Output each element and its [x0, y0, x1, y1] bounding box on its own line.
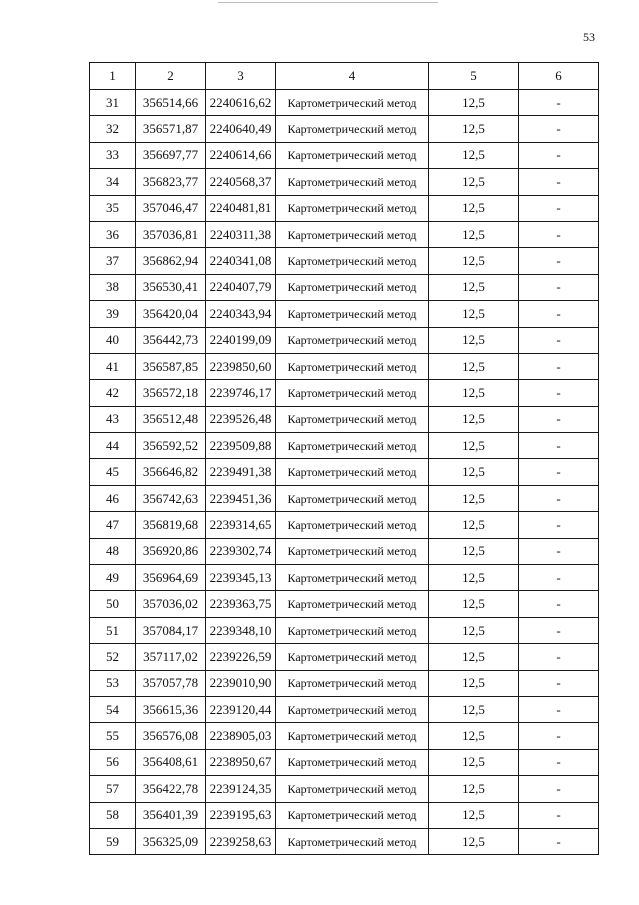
y-coordinate-cell: 2239302,74 [206, 538, 276, 564]
point-number-cell: 45 [90, 459, 136, 485]
point-number-cell: 54 [90, 696, 136, 722]
point-number-cell: 46 [90, 485, 136, 511]
method-cell: Картометрический метод [276, 644, 429, 670]
method-cell: Картометрический метод [276, 828, 429, 854]
x-coordinate-cell: 356592,52 [136, 433, 206, 459]
table-row [90, 248, 599, 274]
y-coordinate-cell: 2240614,66 [206, 142, 276, 168]
point-number-cell: 39 [90, 301, 136, 327]
x-coordinate-cell: 357084,17 [136, 617, 206, 643]
accuracy-cell: 12,5 [429, 248, 519, 274]
method-cell: Картометрический метод [276, 195, 429, 221]
accuracy-cell: 12,5 [429, 327, 519, 353]
point-number-cell: 41 [90, 353, 136, 379]
table-row [90, 169, 599, 195]
y-coordinate-cell: 2239850,60 [206, 353, 276, 379]
y-coordinate-cell: 2239010,90 [206, 670, 276, 696]
note-cell: - [519, 195, 599, 221]
x-coordinate-cell: 356823,77 [136, 169, 206, 195]
method-cell: Картометрический метод [276, 353, 429, 379]
y-coordinate-cell: 2238950,67 [206, 749, 276, 775]
point-number-cell: 52 [90, 644, 136, 670]
method-cell: Картометрический метод [276, 749, 429, 775]
note-cell: - [519, 406, 599, 432]
point-number-cell: 59 [90, 828, 136, 854]
y-coordinate-cell: 2240199,09 [206, 327, 276, 353]
accuracy-cell: 12,5 [429, 142, 519, 168]
y-coordinate-cell: 2239120,44 [206, 696, 276, 722]
x-coordinate-cell: 357036,02 [136, 591, 206, 617]
note-cell: - [519, 828, 599, 854]
accuracy-cell: 12,5 [429, 802, 519, 828]
point-number-cell: 31 [90, 90, 136, 116]
accuracy-cell: 12,5 [429, 696, 519, 722]
method-cell: Картометрический метод [276, 723, 429, 749]
table-row [90, 459, 599, 485]
y-coordinate-cell: 2240341,08 [206, 248, 276, 274]
table-row [90, 670, 599, 696]
table-row [90, 433, 599, 459]
accuracy-cell: 12,5 [429, 828, 519, 854]
table-row [90, 221, 599, 247]
accuracy-cell: 12,5 [429, 565, 519, 591]
x-coordinate-cell: 356512,48 [136, 406, 206, 432]
header-row [90, 63, 599, 90]
method-cell: Картометрический метод [276, 380, 429, 406]
method-cell: Картометрический метод [276, 142, 429, 168]
y-coordinate-cell: 2239451,36 [206, 485, 276, 511]
note-cell: - [519, 433, 599, 459]
x-coordinate-cell: 356697,77 [136, 142, 206, 168]
method-cell: Картометрический метод [276, 485, 429, 511]
accuracy-cell: 12,5 [429, 538, 519, 564]
method-cell: Картометрический метод [276, 90, 429, 116]
header-cell-1: 1 [90, 63, 136, 90]
accuracy-cell: 12,5 [429, 169, 519, 195]
note-cell: - [519, 248, 599, 274]
y-coordinate-cell: 2240343,94 [206, 301, 276, 327]
note-cell: - [519, 90, 599, 116]
header-cell-4: 4 [276, 63, 429, 90]
point-number-cell: 40 [90, 327, 136, 353]
method-cell: Картометрический метод [276, 406, 429, 432]
table-row [90, 802, 599, 828]
y-coordinate-cell: 2240481,81 [206, 195, 276, 221]
point-number-cell: 43 [90, 406, 136, 432]
table-row [90, 90, 599, 116]
accuracy-cell: 12,5 [429, 380, 519, 406]
x-coordinate-cell: 356420,04 [136, 301, 206, 327]
note-cell: - [519, 670, 599, 696]
x-coordinate-cell: 356964,69 [136, 565, 206, 591]
x-coordinate-cell: 357046,47 [136, 195, 206, 221]
y-coordinate-cell: 2239526,48 [206, 406, 276, 432]
x-coordinate-cell: 356742,63 [136, 485, 206, 511]
note-cell: - [519, 749, 599, 775]
note-cell: - [519, 723, 599, 749]
x-coordinate-cell: 356646,82 [136, 459, 206, 485]
table-body [90, 63, 599, 855]
point-number-cell: 37 [90, 248, 136, 274]
x-coordinate-cell: 357036,81 [136, 221, 206, 247]
method-cell: Картометрический метод [276, 512, 429, 538]
table-row [90, 749, 599, 775]
note-cell: - [519, 512, 599, 538]
y-coordinate-cell: 2239348,10 [206, 617, 276, 643]
table-row [90, 644, 599, 670]
x-coordinate-cell: 356530,41 [136, 274, 206, 300]
table-row [90, 195, 599, 221]
table-row [90, 406, 599, 432]
method-cell: Картометрический метод [276, 459, 429, 485]
header-cell-5: 5 [429, 63, 519, 90]
method-cell: Картометрический метод [276, 327, 429, 353]
note-cell: - [519, 565, 599, 591]
accuracy-cell: 12,5 [429, 353, 519, 379]
note-cell: - [519, 142, 599, 168]
note-cell: - [519, 802, 599, 828]
note-cell: - [519, 221, 599, 247]
x-coordinate-cell: 356587,85 [136, 353, 206, 379]
note-cell: - [519, 116, 599, 142]
header-cell-3: 3 [206, 63, 276, 90]
y-coordinate-cell: 2239226,59 [206, 644, 276, 670]
point-number-cell: 44 [90, 433, 136, 459]
y-coordinate-cell: 2239345,13 [206, 565, 276, 591]
x-coordinate-cell: 356401,39 [136, 802, 206, 828]
header-cell-2: 2 [136, 63, 206, 90]
table-row [90, 380, 599, 406]
accuracy-cell: 12,5 [429, 485, 519, 511]
point-number-cell: 49 [90, 565, 136, 591]
point-number-cell: 56 [90, 749, 136, 775]
point-number-cell: 48 [90, 538, 136, 564]
y-coordinate-cell: 2240640,49 [206, 116, 276, 142]
point-number-cell: 53 [90, 670, 136, 696]
note-cell: - [519, 353, 599, 379]
point-number-cell: 35 [90, 195, 136, 221]
method-cell: Картометрический метод [276, 617, 429, 643]
point-number-cell: 55 [90, 723, 136, 749]
table-row [90, 538, 599, 564]
accuracy-cell: 12,5 [429, 776, 519, 802]
method-cell: Картометрический метод [276, 776, 429, 802]
y-coordinate-cell: 2240568,37 [206, 169, 276, 195]
x-coordinate-cell: 356862,94 [136, 248, 206, 274]
x-coordinate-cell: 357057,78 [136, 670, 206, 696]
method-cell: Картометрический метод [276, 433, 429, 459]
page-number: 53 [583, 30, 595, 44]
accuracy-cell: 12,5 [429, 406, 519, 432]
note-cell: - [519, 696, 599, 722]
table-row [90, 353, 599, 379]
y-coordinate-cell: 2240616,62 [206, 90, 276, 116]
accuracy-cell: 12,5 [429, 116, 519, 142]
note-cell: - [519, 327, 599, 353]
table-row [90, 327, 599, 353]
x-coordinate-cell: 356442,73 [136, 327, 206, 353]
y-coordinate-cell: 2238905,03 [206, 723, 276, 749]
point-number-cell: 38 [90, 274, 136, 300]
table-row [90, 116, 599, 142]
accuracy-cell: 12,5 [429, 195, 519, 221]
table-row [90, 274, 599, 300]
note-cell: - [519, 617, 599, 643]
note-cell: - [519, 459, 599, 485]
x-coordinate-cell: 356920,86 [136, 538, 206, 564]
y-coordinate-cell: 2239363,75 [206, 591, 276, 617]
table-row [90, 776, 599, 802]
y-coordinate-cell: 2239258,63 [206, 828, 276, 854]
top-rule [218, 2, 438, 3]
accuracy-cell: 12,5 [429, 723, 519, 749]
note-cell: - [519, 380, 599, 406]
accuracy-cell: 12,5 [429, 617, 519, 643]
note-cell: - [519, 591, 599, 617]
table-row [90, 723, 599, 749]
x-coordinate-cell: 356408,61 [136, 749, 206, 775]
table-row [90, 142, 599, 168]
accuracy-cell: 12,5 [429, 670, 519, 696]
table-row [90, 301, 599, 327]
y-coordinate-cell: 2239746,17 [206, 380, 276, 406]
note-cell: - [519, 485, 599, 511]
note-cell: - [519, 301, 599, 327]
x-coordinate-cell: 356325,09 [136, 828, 206, 854]
method-cell: Картометрический метод [276, 274, 429, 300]
accuracy-cell: 12,5 [429, 749, 519, 775]
x-coordinate-cell: 356819,68 [136, 512, 206, 538]
coordinates-table [89, 62, 599, 855]
note-cell: - [519, 274, 599, 300]
method-cell: Картометрический метод [276, 221, 429, 247]
point-number-cell: 58 [90, 802, 136, 828]
point-number-cell: 33 [90, 142, 136, 168]
point-number-cell: 32 [90, 116, 136, 142]
method-cell: Картометрический метод [276, 802, 429, 828]
table-row [90, 591, 599, 617]
point-number-cell: 34 [90, 169, 136, 195]
y-coordinate-cell: 2240311,38 [206, 221, 276, 247]
note-cell: - [519, 776, 599, 802]
y-coordinate-cell: 2239124,35 [206, 776, 276, 802]
method-cell: Картометрический метод [276, 696, 429, 722]
table-row [90, 617, 599, 643]
y-coordinate-cell: 2239491,38 [206, 459, 276, 485]
accuracy-cell: 12,5 [429, 90, 519, 116]
x-coordinate-cell: 356422,78 [136, 776, 206, 802]
x-coordinate-cell: 357117,02 [136, 644, 206, 670]
accuracy-cell: 12,5 [429, 459, 519, 485]
accuracy-cell: 12,5 [429, 221, 519, 247]
method-cell: Картометрический метод [276, 169, 429, 195]
accuracy-cell: 12,5 [429, 433, 519, 459]
point-number-cell: 36 [90, 221, 136, 247]
method-cell: Картометрический метод [276, 301, 429, 327]
method-cell: Картометрический метод [276, 591, 429, 617]
y-coordinate-cell: 2239314,65 [206, 512, 276, 538]
table-row [90, 828, 599, 854]
point-number-cell: 57 [90, 776, 136, 802]
point-number-cell: 51 [90, 617, 136, 643]
x-coordinate-cell: 356571,87 [136, 116, 206, 142]
note-cell: - [519, 538, 599, 564]
accuracy-cell: 12,5 [429, 301, 519, 327]
method-cell: Картометрический метод [276, 248, 429, 274]
method-cell: Картометрический метод [276, 538, 429, 564]
header-cell-6: 6 [519, 63, 599, 90]
method-cell: Картометрический метод [276, 116, 429, 142]
accuracy-cell: 12,5 [429, 274, 519, 300]
table-row [90, 565, 599, 591]
table-row [90, 485, 599, 511]
y-coordinate-cell: 2240407,79 [206, 274, 276, 300]
x-coordinate-cell: 356576,08 [136, 723, 206, 749]
table-row [90, 512, 599, 538]
point-number-cell: 50 [90, 591, 136, 617]
y-coordinate-cell: 2239509,88 [206, 433, 276, 459]
note-cell: - [519, 644, 599, 670]
x-coordinate-cell: 356572,18 [136, 380, 206, 406]
x-coordinate-cell: 356615,36 [136, 696, 206, 722]
note-cell: - [519, 169, 599, 195]
method-cell: Картометрический метод [276, 670, 429, 696]
method-cell: Картометрический метод [276, 565, 429, 591]
point-number-cell: 47 [90, 512, 136, 538]
table-row [90, 696, 599, 722]
accuracy-cell: 12,5 [429, 591, 519, 617]
point-number-cell: 42 [90, 380, 136, 406]
accuracy-cell: 12,5 [429, 512, 519, 538]
accuracy-cell: 12,5 [429, 644, 519, 670]
x-coordinate-cell: 356514,66 [136, 90, 206, 116]
y-coordinate-cell: 2239195,63 [206, 802, 276, 828]
